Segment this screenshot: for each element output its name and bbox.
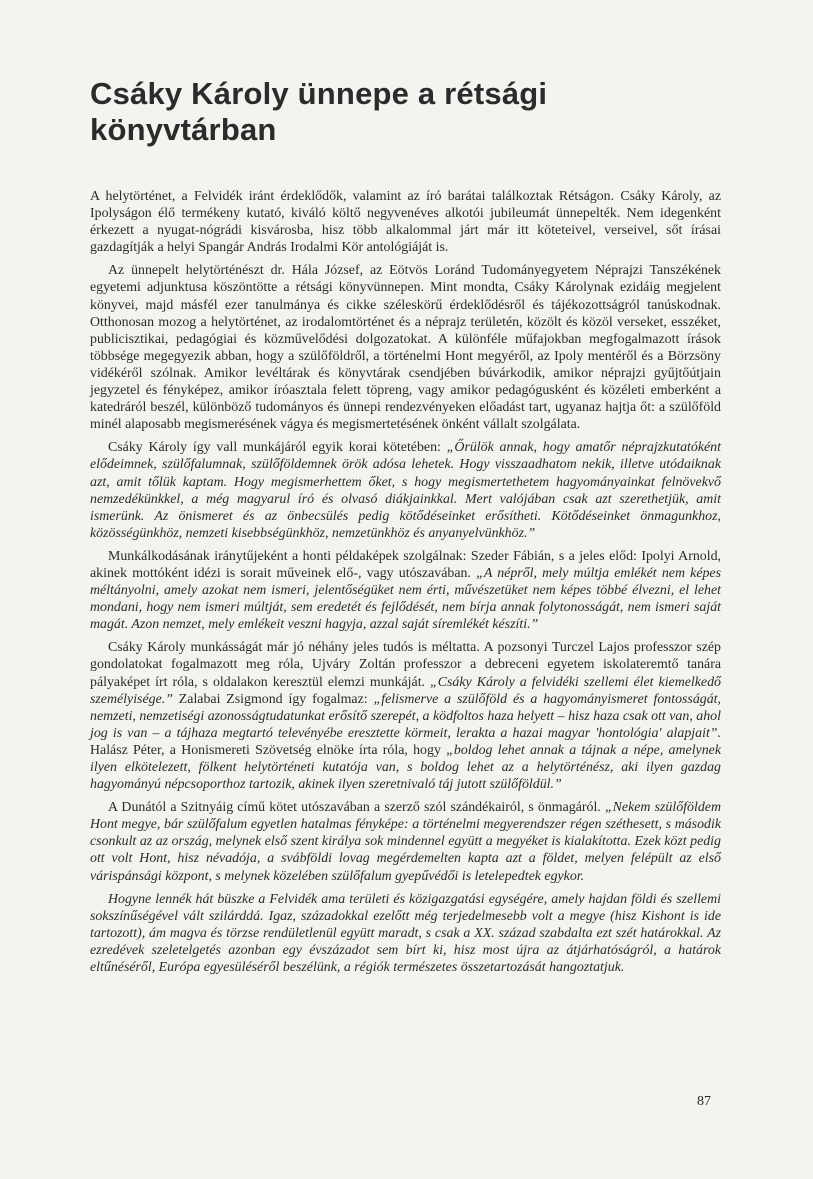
body-text: A helytörténet, a Felvidék iránt érdeklődők, valamint az író barátai találkoztak Rétságon. Csáky Károly, az Ipolyságon élő termékeny kutató, kiváló költő negyvenéves alkotói jubileumát ünnepelték. Nem idegenként érkezett a nyugat-nógrádi kisvárosba, hisz több alkalommal járt már itt köteteivel, verseivel, sőt írásai gazdagítják a helyi Spangár András Irodalmi Kör antológiáját is. bbox=[90, 189, 721, 256]
body-text: Zalabai Zsigmond így fogalmaz: bbox=[172, 691, 374, 707]
paragraph bbox=[90, 891, 721, 976]
quotation-text: „felismerve a szülőföld és a hagyományismeret fontosságát, nemzeti, nemzetiségi azonosságtudatunkat erősítő szerepét, a ködfoltos haza helyett – hisz haza csak ott van, ahol jog is van – a tájhaza megtartó televényébe eresztette körmeit, lerakta a hazai magyar 'hontológia' alapjait”. bbox=[90, 691, 721, 741]
quotation-text: „boldog lehet annak a tájnak a népe, amelynek ilyen elkötelezett, fölkent helytörténeti kutatója van, s boldog lehet az a helytörténész, aki ilyen gazdag hagyományú népcsoporthoz tartozik, akinek ilyen szeretnivaló táj jutott szülőföldül.” bbox=[90, 742, 721, 793]
body-text: Csáky Károly munkásságát már jó néhány jeles tudós is méltatta. A pozsonyi Turczel Lajos professzor szép gondolatokat fogalmazott meg róla, Ujváry Zoltán professzor a debreceni egyetem iskolateremtő tanára pályaképet írt róla, s oldalakon keresztül elemzi munkáját. bbox=[90, 640, 721, 690]
body-text: A Dunától a Szitnyáig című kötet utószavában a szerző szól szándékairól, s önmagáról. bbox=[108, 800, 605, 816]
page-number: 87 bbox=[697, 1094, 711, 1109]
quotation-text: „Csáky Károly a felvidéki szellemi élet kiemelkedő személyisége.” bbox=[90, 674, 721, 707]
paragraph bbox=[90, 639, 721, 793]
body-text: Munkálkodásának iránytűjeként a honti példaképek szolgálnak: Szeder Fábián, s a jeles előd: Ipolyi Arnold, akinek mottóként idézi is sorait műveinek elő-, vagy utószavában. bbox=[90, 548, 721, 581]
body-text: Az ünnepelt helytörténészt dr. Hála József, az Eötvös Loránd Tudományegyetem Néprajzi Tanszékének egyetemi adjunktusa köszöntötte a rétsági könyvünnepen. Mint mondta, Csáky Károlynak ezidáig megjelent könyvei, majd másfél ezer tanulmánya és cikke széleskörű érdeklődésről és tájékozottságról tanúskodnak. Otthonosan mozog a helytörténet, az irodalomtörténet és a néprajz területén, közölt és közöl verseket, esszéket, publicisztikai, pedagógiai és közművelődési dolgozatokat. A különféle műfajokban megfogalmazott írások többsége megegyezik abban, hogy a szülőföldről, a történelmi Hont megyéről, az Ipoly mentéről és a Börzsöny vidékéről szólnak. Amikor levéltárak és könyvtárak csendjében búvárkodik, amikor néprajzi gyűjtőútjain jegyzetel és fényképez, amikor íróasztala felett töpreng, vagy amikor pedagógusként és közéleti emberként a katedráról beszél, különböző tudományos és ünnepi rendezvényeken előadást tart, ugyanaz hajtja őt: a szülőföld minél alaposabb megismerésének vágya és megismertetésének önként vállalt szolgálata. bbox=[90, 263, 721, 433]
article-title: Csáky Károly ünnepe a rétsági könyvtárban bbox=[90, 76, 548, 147]
paragraph bbox=[90, 439, 721, 542]
quotation-text: Hogyne lennék hát büszke a Felvidék ama területi és közigazgatási egységére, amely hajdan földi és szellemi sokszínűségével vált szilárddá. Igaz, századokkal ezelőtt még terjedelmesebb volt a megye (hisz Kishont is ide tartozott), ám magva és törzse rendületlenül együtt maradt, s csak a XX. század szabdalta ezt szét határokkal. Az ezredévek szeletelgetés azonban egy évszázadot sem bírt ki, hisz most újra az átjárhatóságról, a határok eltűnéséről, Európa egyesüléséről beszélünk, a régiók természetes összetartozását hangoztatjuk. bbox=[90, 891, 721, 976]
body-text: Csáky Károly így vall munkájáról egyik korai kötetében: bbox=[108, 440, 447, 456]
paragraph bbox=[90, 799, 721, 884]
article-body bbox=[90, 188, 721, 976]
quotation-text: „A népről, mely múltja emlékét nem képes méltányolni, amely azokat nem ismeri, jelentőségüket nem érti, művészetüket nem képes többé élvezni, el lehet mondani, hogy nem ismeri múltját, sem eredetét és fejlődését, nem bírja annak folytonosságát, nem ismeri saját magát. Azon nemzet, mely emlékeit veszni hagyja, azzal saját síremlékét készíti.” bbox=[90, 565, 722, 633]
quotation-text: „Őrülök annak, hogy amatőr néprajzkutatóként elődeimnek, szülőfalumnak, szülőföldemnek örök adósa lehetek. Hogy visszaadhatom nekik, illetve utódaiknak azt, amit tőlük kaptam. Hogy megismerhettem őket, s hogy megismertethetem hagyományainkat felnövekvő nemzedékünkkel, a még magyarul író és olvasó diákjainkkal. Mert valójában csak azt szerethetjük, amit ismerünk. Az önismeret és az önbecsülés pedig kötődéseinket erősítheti. Kötődéseinket önmagunkhoz, közösségünkhöz, nemzeti kisebbségünkhöz, nemzetünkhöz és anyanyelvünkhöz.” bbox=[90, 440, 721, 541]
quotation-text: „Nekem szülőföldem Hont megye, bár szülőfalum egyetlen hatalmas fényképe: a történelmi megyerendszer régen széthesett, s második csonkult az az ország, melynek első szent királya sok mindennel együtt a megyéket is kialakította. Ezek közt pedig ott volt Hont, hisz névadója, a svábföldi lovag megérdemelten kapta azt a földet, melyen felépült az első várispánsági központ, s melynek közelében szülőfalum gyepűvédői is letelepedtek egykor. bbox=[90, 800, 721, 884]
paragraph bbox=[90, 262, 721, 433]
paragraph bbox=[90, 548, 721, 633]
body-text: Halász Péter, a Honismereti Szövetség elnöke írta róla, hogy bbox=[90, 742, 447, 758]
paragraph bbox=[90, 188, 721, 256]
